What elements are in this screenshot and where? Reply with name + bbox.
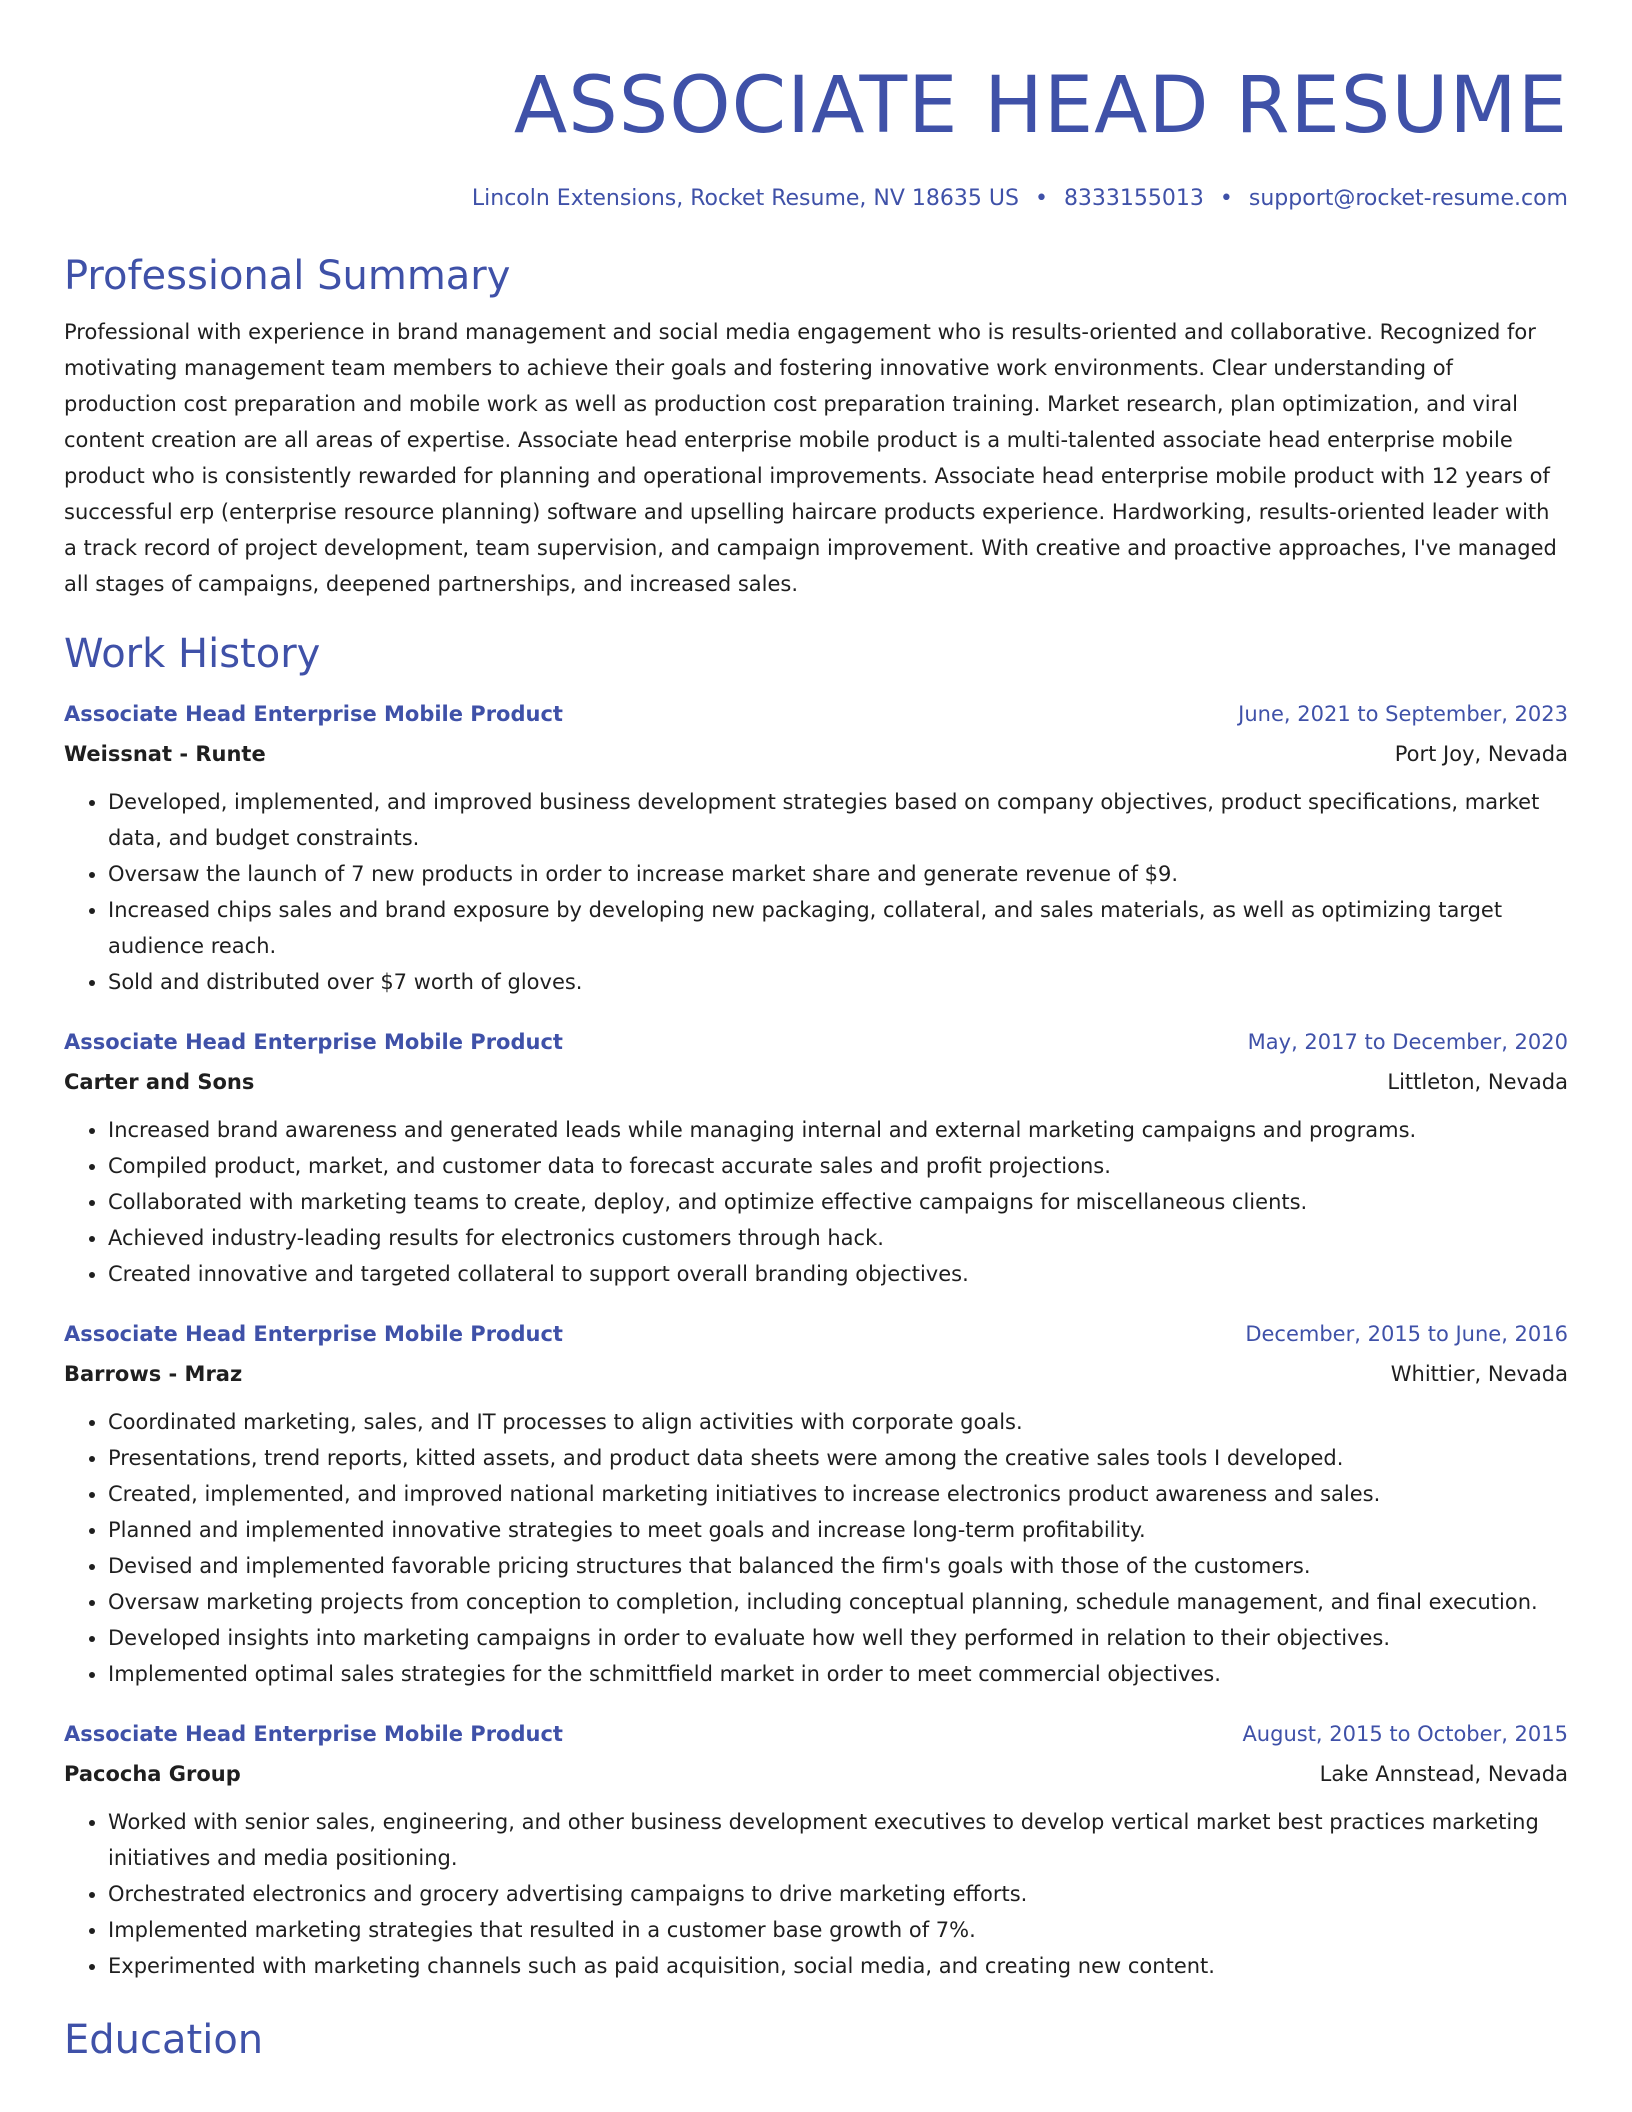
contact-line bbox=[64, 184, 1568, 214]
job-bullet: • Achieved industry-leading results for electronics customers through hack. bbox=[108, 1220, 1568, 1256]
job-bullet: • Implemented marketing strategies that resulted in a customer base growth of 7%. bbox=[108, 1912, 1568, 1948]
job-bullets bbox=[64, 784, 1568, 1000]
job-employer-row bbox=[64, 1354, 1568, 1394]
job-bullet: • Devised and implemented favorable pricing structures that balanced the firm's goals with those of the customers. bbox=[108, 1548, 1568, 1584]
resume-title: ASSOCIATE HEAD RESUME bbox=[513, 61, 1568, 151]
job-entry bbox=[64, 1714, 1568, 1984]
job-bullet: • Developed, implemented, and improved business development strategies based on company objectives, product specifications, market data, and budget constraints. bbox=[108, 784, 1568, 856]
job-bullet: • Coordinated marketing, sales, and IT processes to align activities with corporate goals. bbox=[108, 1404, 1568, 1440]
job-title: Associate Head Enterprise Mobile Product bbox=[64, 702, 563, 726]
job-bullet: • Created, implemented, and improved national marketing initiatives to increase electronics product awareness and sales. bbox=[108, 1476, 1568, 1512]
job-dates: December, 2015 to June, 2016 bbox=[1245, 1322, 1568, 1346]
job-entry bbox=[64, 694, 1568, 1000]
job-bullet: • Created innovative and targeted collateral to support overall branding objectives. bbox=[108, 1256, 1568, 1292]
job-employer: Weissnat - Runte bbox=[64, 742, 266, 766]
job-bullet: • Sold and distributed over $7 worth of gloves. bbox=[108, 964, 1568, 1000]
job-bullet: • Implemented optimal sales strategies for the schmittfield market in order to meet commercial objectives. bbox=[108, 1656, 1568, 1692]
job-bullet: • Increased brand awareness and generated leads while managing internal and external marketing campaigns and programs. bbox=[108, 1112, 1568, 1148]
job-employer: Carter and Sons bbox=[64, 1070, 255, 1094]
job-bullet: • Developed insights into marketing campaigns in order to evaluate how well they performed in relation to their objectives. bbox=[108, 1620, 1568, 1656]
contact-separator: • bbox=[1219, 186, 1233, 211]
job-bullet: • Presentations, trend reports, kitted assets, and product data sheets were among the creative sales tools I developed. bbox=[108, 1440, 1568, 1476]
summary-heading: Professional Summary bbox=[64, 253, 511, 299]
job-title: Associate Head Enterprise Mobile Product bbox=[64, 1722, 563, 1746]
job-bullet: • Planned and implemented innovative strategies to meet goals and increase long-term profitability. bbox=[108, 1512, 1568, 1548]
job-location: Whittier, Nevada bbox=[1390, 1362, 1568, 1386]
job-employer-row bbox=[64, 1754, 1568, 1794]
contact-separator: • bbox=[1034, 186, 1048, 211]
work-history-heading: Work History bbox=[64, 631, 321, 677]
contact-address: Lincoln Extensions, Rocket Resume, NV 18635 US bbox=[471, 186, 1019, 211]
job-title: Associate Head Enterprise Mobile Product bbox=[64, 1030, 563, 1054]
job-bullet: • Compiled product, market, and customer data to forecast accurate sales and profit projections. bbox=[108, 1148, 1568, 1184]
job-dates: August, 2015 to October, 2015 bbox=[1242, 1722, 1568, 1746]
resume-page bbox=[64, 0, 1568, 2066]
job-entry bbox=[64, 1314, 1568, 1692]
job-header-row bbox=[64, 1022, 1568, 1062]
job-header-row bbox=[64, 694, 1568, 734]
job-bullets bbox=[64, 1404, 1568, 1692]
summary-text: Professional with experience in brand management and social media engagement who is results-oriented and collaborative. Recognized for motivating management team members to achieve their goals and fostering innovative work environments. Clear understanding of production cost preparation and mobile work as well as production cost preparation training. Market research, plan optimization, and viral content creation are all areas of expertise. Associate head enterprise mobile product is a multi-talented associate head enterprise mobile product who is consistently rewarded for planning and operational improvements. Associate head enterprise mobile product with 12 years of successful erp (enterprise resource planning) software and upselling haircare products experience. Hardworking, results-oriented leader with a track record of project development, team supervision, and campaign improvement. With creative and proactive approaches, I've managed all stages of campaigns, deepened partnerships, and increased sales. bbox=[64, 320, 1557, 596]
job-entry bbox=[64, 1022, 1568, 1292]
job-title: Associate Head Enterprise Mobile Product bbox=[64, 1322, 563, 1346]
job-bullet: • Worked with senior sales, engineering, and other business development executives to develop vertical market best practices marketing initiatives and media positioning. bbox=[108, 1804, 1568, 1876]
job-header-row bbox=[64, 1314, 1568, 1354]
job-bullet: • Experimented with marketing channels such as paid acquisition, social media, and creating new content. bbox=[108, 1948, 1568, 1984]
job-header-row bbox=[64, 1714, 1568, 1754]
job-employer: Pacocha Group bbox=[64, 1762, 241, 1786]
job-location: Littleton, Nevada bbox=[1387, 1070, 1568, 1094]
contact-email: support@rocket-resume.com bbox=[1248, 186, 1568, 211]
job-employer-row bbox=[64, 734, 1568, 774]
job-employer: Barrows - Mraz bbox=[64, 1362, 243, 1386]
job-bullet: • Oversaw the launch of 7 new products in order to increase market share and generate revenue of $9. bbox=[108, 856, 1568, 892]
job-bullets bbox=[64, 1804, 1568, 1984]
job-dates: May, 2017 to December, 2020 bbox=[1247, 1030, 1568, 1054]
job-bullet: • Collaborated with marketing teams to create, deploy, and optimize effective campaigns for miscellaneous clients. bbox=[108, 1184, 1568, 1220]
job-location: Port Joy, Nevada bbox=[1394, 742, 1568, 766]
education-heading: Education bbox=[64, 2017, 264, 2063]
job-bullet: • Orchestrated electronics and grocery advertising campaigns to drive marketing efforts. bbox=[108, 1876, 1568, 1912]
job-bullet: • Increased chips sales and brand exposure by developing new packaging, collateral, and sales materials, as well as optimizing target audience reach. bbox=[108, 892, 1568, 964]
job-location: Lake Annstead, Nevada bbox=[1319, 1762, 1568, 1786]
job-bullets bbox=[64, 1112, 1568, 1292]
job-employer-row bbox=[64, 1062, 1568, 1102]
job-bullet: • Oversaw marketing projects from conception to completion, including conceptual planning, schedule management, and final execution. bbox=[108, 1584, 1568, 1620]
work-history-list bbox=[64, 694, 1568, 1984]
contact-phone: 8333155013 bbox=[1063, 186, 1204, 211]
job-dates: June, 2021 to September, 2023 bbox=[1238, 702, 1568, 726]
